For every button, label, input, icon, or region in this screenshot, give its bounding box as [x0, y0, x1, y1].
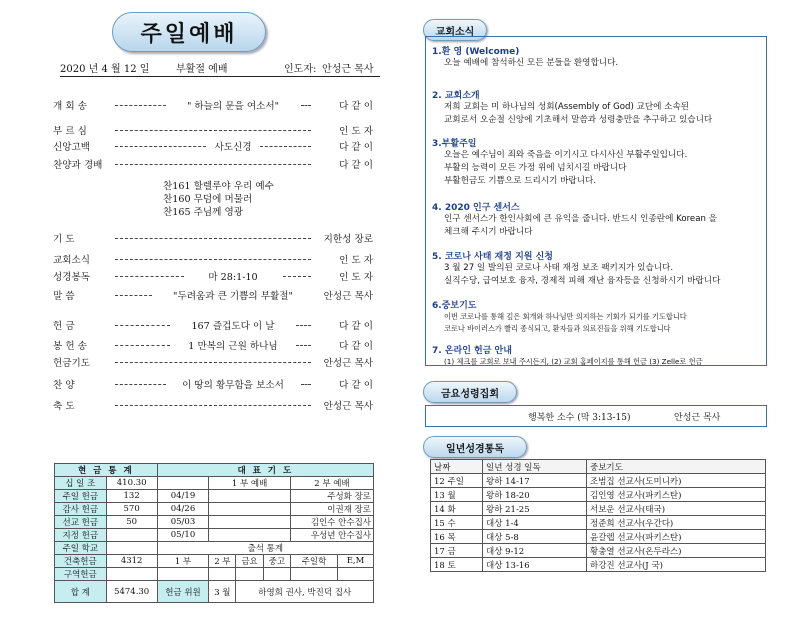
- offering-stats-table: 현 금 통 계 대 표 기 도 십 일 조 410.30 1 부 예배 2 부 예배 주일 헌금 132 04/19 주성화 장로 감사 헌금 570 04/26 이권재 장로 선교 헌금 50 05/03 김인수 안수집사 지정 헌금 05/10 우성년 안수집사 주일 학교 출석 통계 건축헌금 4312 1 부 2 부 금요 중고 주일학 E,M 구역헌금 합 계 5474.30 헌금 위원 3 월 하영희 권사, 박진덕 집사: [54, 463, 374, 603]
- order-label: 말 씀: [53, 291, 75, 302]
- stats-value: 410.30: [106, 477, 157, 490]
- order-label: 부 르 심: [53, 126, 87, 137]
- bible-missionary: 정준희 선교사(우간다): [587, 516, 766, 530]
- building-value: 4312: [106, 555, 157, 568]
- bible-missionary: 황충열 선교사(온두라스): [587, 544, 766, 558]
- month-label: 3 월: [209, 581, 236, 603]
- service-date: 2020 년 4 월 12 일: [60, 64, 150, 75]
- table-row: [431, 502, 766, 516]
- table-row: [431, 544, 766, 558]
- leader-dashes: [115, 105, 166, 106]
- order-content: 이 땅의 황무함을 보소서: [182, 380, 284, 391]
- news-line: 이번 코로나를 통해 깊은 회개와 하나님만 의지하는 기회가 되기를 기도합니다: [444, 312, 687, 321]
- order-item: [53, 123, 373, 137]
- bible-date: 12 주일: [431, 474, 483, 488]
- order-label: 성경봉독: [53, 272, 91, 283]
- order-responsible: 안성근 목사: [323, 401, 373, 412]
- news-line: 오늘 예배에 참석하신 모든 분들을 환영합니다.: [444, 58, 619, 68]
- leader-dashes: [301, 384, 312, 385]
- leader-name: 안성근 목사: [322, 64, 374, 75]
- relief-label: 구역헌금: [55, 568, 107, 581]
- order-label: 찬양과 경배: [53, 160, 103, 171]
- bible-date: 17 금: [431, 544, 483, 558]
- header-rule: [60, 76, 380, 77]
- committee-label: 헌금 위원: [157, 581, 209, 603]
- stats-key: 십 일 조: [55, 477, 107, 490]
- prayer-text: 행복한 소수 (막 3:13-15): [528, 413, 631, 423]
- news-line: 코로나 바이러스가 빨리 종식되고, 환자들과 의료진들을 위해 기도합니다: [444, 324, 671, 333]
- order-content: "두려움과 큰 기쁨의 부활절": [173, 291, 293, 302]
- order-item: [53, 252, 373, 266]
- order-label: 봉 헌 송: [53, 341, 87, 352]
- news-item: [434, 88, 764, 127]
- total-value: 5474.30: [106, 581, 157, 603]
- order-item: [53, 338, 373, 352]
- page-title: 주일예배: [112, 12, 266, 52]
- leader-dashes: [115, 238, 311, 239]
- news-line: 3 월 27 일 발의된 코로나 사태 재정 보조 팩키지가 있습니다.: [444, 263, 674, 273]
- news-heading: 5. 코로나 사태 재정 지원 신청: [432, 252, 553, 262]
- news-line: (1) 체크를 교회로 보내 주시든지, (2) 교회 홈페이지를 통해 헌금 (3) Zelle로 헌금: [444, 357, 703, 366]
- service-name: 부활절 예배: [176, 64, 228, 75]
- order-item: [53, 139, 373, 153]
- news-heading: 7. 온라인 헌금 안내: [432, 346, 512, 356]
- news-item: [434, 136, 764, 188]
- bible-missionary: 윤갈렙 선교사(파키스탄): [587, 530, 766, 544]
- attendance-header: 출석 통계: [157, 542, 373, 555]
- leader-dashes: [115, 146, 206, 147]
- bible-date: 16 목: [431, 530, 483, 544]
- order-item: [53, 318, 373, 332]
- order-item: [53, 231, 373, 245]
- news-heading: 2. 교회소개: [432, 91, 480, 101]
- news-line: 부활의 능력이 모든 가정 위에 넘치시길 바랍니다: [444, 163, 627, 173]
- order-responsible: 지한성 장로: [323, 234, 373, 245]
- bible-reading: 왕하 18-20: [483, 488, 587, 502]
- leader-dashes: [296, 345, 311, 346]
- bible-reading: 왕하 21-25: [483, 502, 587, 516]
- leader-dashes: [115, 295, 152, 296]
- order-responsible: 안성근 목사: [323, 358, 373, 369]
- order-label: 개 회 송: [53, 101, 87, 112]
- news-item: [434, 249, 764, 288]
- news-heading: 6.중보기도: [432, 301, 477, 311]
- order-responsible: 다 같 이: [339, 380, 373, 391]
- service-subheader: [60, 60, 380, 76]
- table-row: [431, 488, 766, 502]
- order-item: [53, 355, 373, 369]
- prayer-title: 금요성령집회: [423, 381, 517, 403]
- bible-title: 일년성경통독: [423, 436, 527, 458]
- school-label: 주일 학교: [55, 542, 107, 555]
- leader-dashes: [296, 325, 311, 326]
- building-label: 건축헌금: [55, 555, 107, 568]
- order-label: 찬 양: [53, 380, 75, 391]
- bible-reading: 대상 9-12: [483, 544, 587, 558]
- bible-head-date: 날짜: [431, 460, 483, 474]
- news-item: [434, 44, 764, 70]
- news-line: 실직수당, 급여보호 융자, 경제적 피해 재난 융자등을 신청하시기 바랍니다: [444, 276, 721, 286]
- bible-head-prayer: 중보기도: [587, 460, 766, 474]
- leader-dashes: [115, 259, 311, 260]
- news-line: 체크해 주시기 바랍니다: [444, 227, 533, 237]
- order-content: 마 28:1-10: [208, 272, 258, 283]
- hymn-item: 찬160 무덤에 머물러: [163, 194, 253, 205]
- order-responsible: 다 같 이: [339, 142, 373, 153]
- prayer-leader: 안성근 목사: [674, 413, 721, 423]
- table-row: [431, 516, 766, 530]
- bible-date: 18 토: [431, 558, 483, 572]
- leader-dashes: [115, 405, 311, 406]
- leader-dashes: [301, 105, 312, 106]
- order-responsible: 다 같 이: [339, 101, 373, 112]
- bible-missionary: 김인영 선교사(파키스탄): [587, 488, 766, 502]
- news-line: 오늘은 예수님이 죄와 죽음을 이기시고 다시사신 부활주일입니다.: [444, 150, 688, 160]
- order-item: [53, 288, 373, 302]
- order-item: [53, 377, 373, 391]
- news-line: 인구 센서스가 한인사회에 큰 유익을 줍니다. 반드시 인종란에 Korean 을: [444, 214, 717, 224]
- leader-header: 대 표 기 도: [157, 464, 373, 477]
- bible-head-reading: 일년 성경 일독: [483, 460, 587, 474]
- order-label: 교회소식: [53, 255, 91, 266]
- leader-dashes: [115, 276, 184, 277]
- order-responsible: 다 같 이: [339, 160, 373, 171]
- order-content: 사도신경: [214, 142, 252, 153]
- bible-reading: 대상 1-4: [483, 516, 587, 530]
- order-item: [53, 269, 373, 283]
- news-item: [434, 298, 764, 335]
- news-line: 교회로서 오순절 신앙에 기초해서 말씀과 성령충만을 추구하고 있습니다: [444, 115, 713, 125]
- bible-reading: 대상 5-8: [483, 530, 587, 544]
- order-content: 167 즐겁도다 이 날: [191, 321, 275, 332]
- bible-reading: 대상 13-16: [483, 558, 587, 572]
- news-line: 저희 교회는 미 하나님의 성회(Assembly of God) 교단에 소속된: [444, 102, 690, 112]
- order-label: 기 도: [53, 234, 75, 245]
- order-content: " 하늘의 문을 여소서": [186, 101, 280, 112]
- order-responsible: 안성근 목사: [323, 291, 373, 302]
- leader-dashes: [260, 146, 311, 147]
- order-label: 신앙고백: [53, 142, 91, 153]
- order-label: 헌금기도: [53, 358, 91, 369]
- order-responsible: 다 같 이: [339, 321, 373, 332]
- news-heading: 3.부활주일: [432, 139, 477, 149]
- order-label: 축 도: [53, 401, 75, 412]
- leader-label: 인도자:: [284, 64, 317, 75]
- prayer-box: [425, 405, 767, 427]
- leader-dashes: [115, 362, 311, 363]
- leader-dashes: [115, 384, 166, 385]
- leader-dashes: [115, 345, 170, 346]
- order-responsible: 인 도 자: [339, 255, 373, 266]
- leader-dashes: [283, 276, 312, 277]
- bible-missionary: 서보운 선교사(태국): [587, 502, 766, 516]
- table-row: [431, 530, 766, 544]
- hymn-list: [163, 180, 274, 219]
- order-responsible: 다 같 이: [339, 341, 373, 352]
- bible-reading: 왕하 14-17: [483, 474, 587, 488]
- hymn-item: 찬161 할렐루야 우리 예수: [163, 181, 274, 192]
- committee-names: 하영희 권사, 박진덕 집사: [236, 581, 374, 603]
- bible-date: 13 월: [431, 488, 483, 502]
- order-item: [53, 398, 373, 412]
- news-heading: 4. 2020 인구 센서스: [432, 203, 520, 213]
- leader-dashes: [115, 164, 311, 165]
- order-item: [53, 157, 373, 171]
- leader-dashes: [115, 130, 311, 131]
- news-item: [434, 343, 764, 368]
- bible-missionary: 조범집 선교사(도미니카): [587, 474, 766, 488]
- table-row: [431, 474, 766, 488]
- order-content: 1 만복의 근원 하나님: [188, 341, 278, 352]
- bible-date: 14 화: [431, 502, 483, 516]
- order-responsible: 인 도 자: [339, 126, 373, 137]
- bible-reading-table: [430, 459, 766, 572]
- news-title: 교회소식: [423, 19, 487, 41]
- order-label: 헌 금: [53, 321, 75, 332]
- offering-header: 현 금 통 계: [55, 464, 158, 477]
- order-item: [53, 98, 373, 112]
- order-responsible: 인 도 자: [339, 272, 373, 283]
- news-item: [434, 200, 764, 239]
- table-row: [431, 558, 766, 572]
- bible-missionary: 하강진 선교사(J 국): [587, 558, 766, 572]
- hymn-item: 찬165 주님께 영광: [163, 207, 244, 218]
- leader-dashes: [115, 325, 170, 326]
- news-heading: 1.환 영 (Welcome): [432, 47, 520, 57]
- news-line: 부활헌금도 기쁨으로 드리시기 바랍니다.: [444, 176, 597, 186]
- total-label: 합 계: [55, 581, 107, 603]
- bible-date: 15 수: [431, 516, 483, 530]
